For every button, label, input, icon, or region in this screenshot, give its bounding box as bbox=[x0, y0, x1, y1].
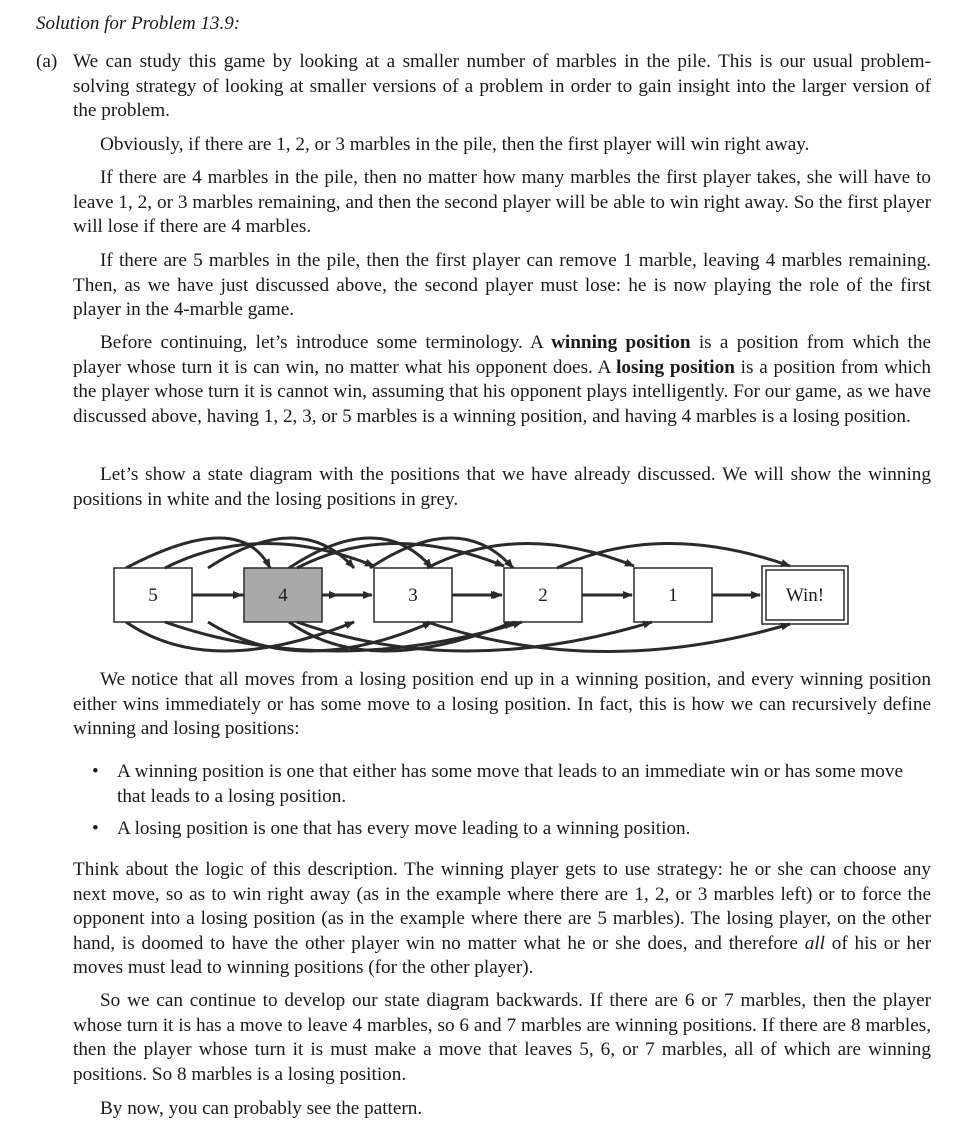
term-losing-position: losing position bbox=[616, 356, 735, 378]
paragraph-pattern: By now, you can probably see the pattern. bbox=[100, 1098, 423, 1119]
paragraph-backwards: So we can continue to develop our state diagram backwards. If there are 6 or 7 marbles, then the player whose turn it is has a move to leave 4 marbles, so 6 and 7 marbles are winning positions. If there are 8 marbles, then the player whose turn it is must make a move that leaves 5, 6, or 7 marbles, all of which are winning positions. So 8 marbles is a losing position. bbox=[73, 990, 931, 1085]
state-diagram bbox=[0, 530, 960, 660]
node-1-label: 1 bbox=[668, 585, 678, 606]
paragraph-observation: We notice that all moves from a losing position end up in a winning position, and every winning position either wins immediately or has some move to a losing position. In fact, this is how we can recursively define winning and losing positions: bbox=[73, 669, 931, 740]
term-winning-position: winning position bbox=[551, 332, 691, 353]
paragraph-obvious: Obviously, if there are 1, 2, or 3 marbles in the pile, then the first player will win right away. bbox=[100, 134, 810, 155]
node-3-label: 3 bbox=[408, 585, 418, 606]
paragraph-five-marbles: If there are 5 marbles in the pile, then the first player can remove 1 marble, leaving 4 marbles remaining. Then, as we have just discussed above, the second player must lose: he is now playing the role of the first player in the 4-marble game. bbox=[73, 250, 931, 321]
part-label: (a) bbox=[36, 51, 58, 72]
bullet-icon: • bbox=[92, 761, 99, 782]
paragraph-logic: Think about the logic of this description. The winning player gets to use strategy: he or she can choose any next move, so as to win right away (as in the example where there are 1, 2, or 3 marbles left) or to force the opponent into a losing position (as in the example where there are 5 marbles). The losing player, on the other hand, is doomed to have the other player win no matter what he or she does, and therefore all of his or her moves must lead to winning positions (for the other player). bbox=[73, 859, 931, 979]
bullet-icon: • bbox=[92, 818, 99, 839]
node-win-label: Win! bbox=[785, 585, 825, 606]
node-5-label: 5 bbox=[148, 585, 158, 606]
paragraph-diagram-intro: Let’s show a state diagram with the positions that we have already discussed. We will show the winning positions in white and the losing positions in grey. bbox=[73, 464, 931, 510]
bullet-winning-definition: • A winning position is one that either has some move that leads to an immediate win or has some move that leads to a losing position. bbox=[92, 761, 904, 807]
node-4-label: 4 bbox=[278, 585, 288, 606]
node-2-label: 2 bbox=[538, 585, 548, 606]
bullet-losing-definition: • A losing position is one that has every move leading to a winning position. bbox=[92, 817, 932, 842]
paragraph-terminology: Before continuing, let’s introduce some terminology. A winning position is a position from which the player whose turn it is can win, no matter what his opponent does. A losing position is a position from which the player whose turn it is cannot win, assuming that his opponent plays intelligently. For our game, as we have discussed above, having 1, 2, 3, or 5 marbles is a winning position, and having 4 marbles is a losing position. bbox=[73, 332, 931, 427]
paragraph-four-marbles: If there are 4 marbles in the pile, then no matter how many marbles the first player takes, she will have to leave 1, 2, or 3 marbles remaining, and then the second player will be able to win right away. So the first player will lose if there are 4 marbles. bbox=[73, 167, 931, 238]
solution-heading: Solution for Problem 13.9: bbox=[36, 13, 241, 34]
paragraph-intro: We can study this game by looking at a smaller number of marbles in the pile. This is our usual problem-solving strategy of looking at smaller versions of a problem in order to gain insight into the larger version of the problem. bbox=[73, 51, 931, 122]
